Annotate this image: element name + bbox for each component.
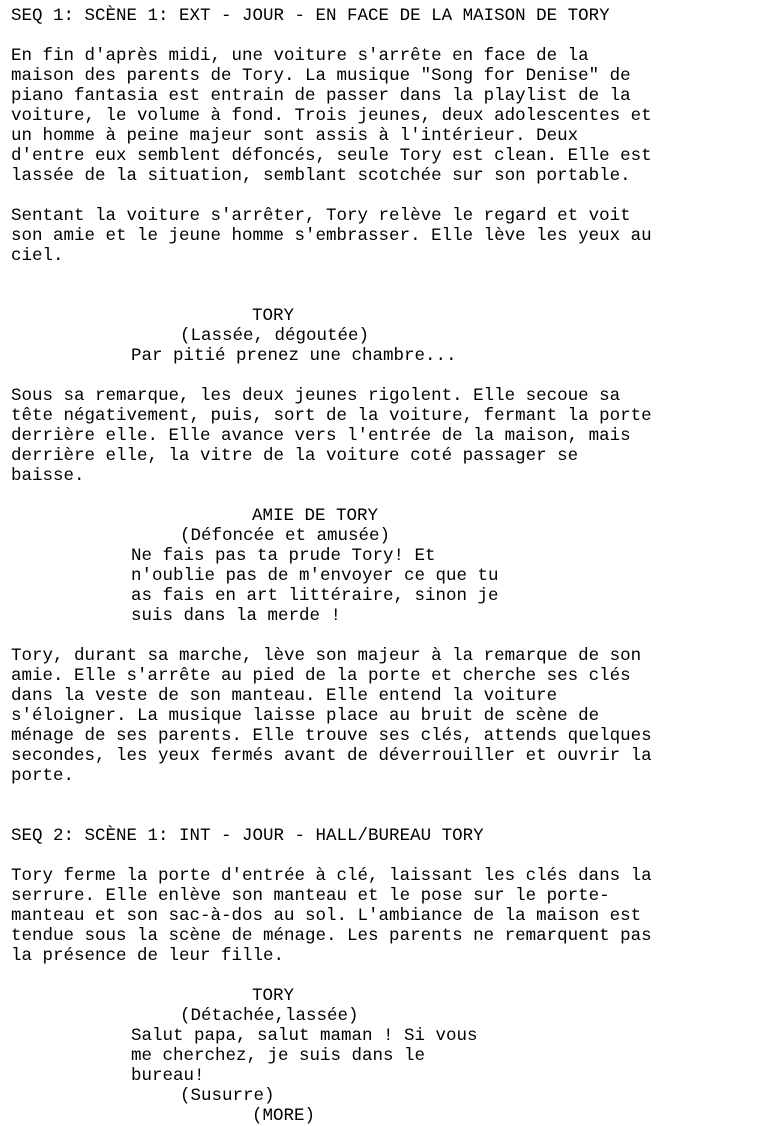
parenthetical: (Susurre) bbox=[180, 1086, 275, 1106]
action-line: un homme à peine majeur sont assis à l'intérieur. Deux bbox=[11, 126, 579, 146]
dialogue-line: Ne fais pas ta prude Tory! Et bbox=[131, 546, 436, 566]
action-line: d'entre eux semblent défoncés, seule Tory est clean. Elle est bbox=[11, 146, 652, 166]
action-line: son amie et le jeune homme s'embrasser. Elle lève les yeux au bbox=[11, 226, 652, 246]
action-line: derrière elle. Elle avance vers l'entrée de la maison, mais bbox=[11, 426, 631, 446]
dialogue-line: n'oublie pas de m'envoyer ce que tu bbox=[131, 566, 499, 586]
action-line: tendue sous la scène de ménage. Les parents ne remarquent pas bbox=[11, 926, 652, 946]
action-line: manteau et son sac-à-dos au sol. L'ambiance de la maison est bbox=[11, 906, 642, 926]
action-line: serrure. Elle enlève son manteau et le pose sur le porte- bbox=[11, 886, 610, 906]
action-line: dans la veste de son manteau. Elle entend la voiture bbox=[11, 686, 558, 706]
dialogue-line: Salut papa, salut maman ! Si vous bbox=[131, 1026, 478, 1046]
action-line: maison des parents de Tory. La musique "Song for Denise" de bbox=[11, 66, 631, 86]
action-block bbox=[11, 866, 756, 966]
character-name: TORY bbox=[252, 306, 295, 326]
action-line: Tory ferme la porte d'entrée à clé, laissant les clés dans la bbox=[11, 866, 652, 886]
dialogue-block bbox=[11, 506, 756, 626]
dialogue-block bbox=[11, 306, 756, 366]
action-line: Tory, durant sa marche, lève son majeur à la remarque de son bbox=[11, 646, 642, 666]
action-line: la présence de leur fille. bbox=[11, 946, 285, 966]
dialogue-line: as fais en art littéraire, sinon je bbox=[131, 586, 499, 606]
action-block bbox=[11, 386, 756, 486]
screenplay-page bbox=[11, 6, 756, 1126]
action-line: voiture, le volume à fond. Trois jeunes, deux adolescentes et bbox=[11, 106, 652, 126]
dialogue-line: me cherchez, je suis dans le bbox=[131, 1046, 426, 1066]
action-line: amie. Elle s'arrête au pied de la porte et cherche ses clés bbox=[11, 666, 631, 686]
parenthetical: (Défoncée et amusée) bbox=[180, 526, 391, 546]
dialogue-block bbox=[11, 986, 756, 1126]
action-block bbox=[11, 646, 756, 786]
more-marker: (MORE) bbox=[252, 1106, 316, 1126]
action-line: derrière elle, la vitre de la voiture coté passager se bbox=[11, 446, 579, 466]
action-line: ciel. bbox=[11, 246, 64, 266]
action-line: s'éloigner. La musique laisse place au bruit de scène de bbox=[11, 706, 600, 726]
dialogue-line: bureau! bbox=[131, 1066, 205, 1086]
action-line: secondes, les yeux fermés avant de déverrouiller et ouvrir la bbox=[11, 746, 652, 766]
action-line: Sentant la voiture s'arrêter, Tory relève le regard et voit bbox=[11, 206, 631, 226]
parenthetical: (Lassée, dégoutée) bbox=[180, 326, 370, 346]
action-line: En fin d'après midi, une voiture s'arrête en face de la bbox=[11, 46, 589, 66]
character-name: AMIE DE TORY bbox=[252, 506, 379, 526]
parenthetical: (Détachée,lassée) bbox=[180, 1006, 359, 1026]
action-block bbox=[11, 206, 756, 266]
scene-heading: SEQ 1: SCÈNE 1: EXT - JOUR - EN FACE DE LA MAISON DE TORY bbox=[11, 6, 610, 26]
scene-heading: SEQ 2: SCÈNE 1: INT - JOUR - HALL/BUREAU TORY bbox=[11, 826, 484, 846]
dialogue-line: Par pitié prenez une chambre... bbox=[131, 346, 457, 366]
action-line: tête négativement, puis, sort de la voiture, fermant la porte bbox=[11, 406, 652, 426]
action-line: lassée de la situation, semblant scotchée sur son portable. bbox=[11, 166, 631, 186]
action-line: Sous sa remarque, les deux jeunes rigolent. Elle secoue sa bbox=[11, 386, 621, 406]
character-name: TORY bbox=[252, 986, 295, 1006]
action-line: baisse. bbox=[11, 466, 85, 486]
dialogue-line: suis dans la merde ! bbox=[131, 606, 342, 626]
action-block bbox=[11, 46, 756, 186]
action-line: piano fantasia est entrain de passer dans la playlist de la bbox=[11, 86, 631, 106]
action-line: ménage de ses parents. Elle trouve ses clés, attends quelques bbox=[11, 726, 652, 746]
action-line: porte. bbox=[11, 766, 75, 786]
